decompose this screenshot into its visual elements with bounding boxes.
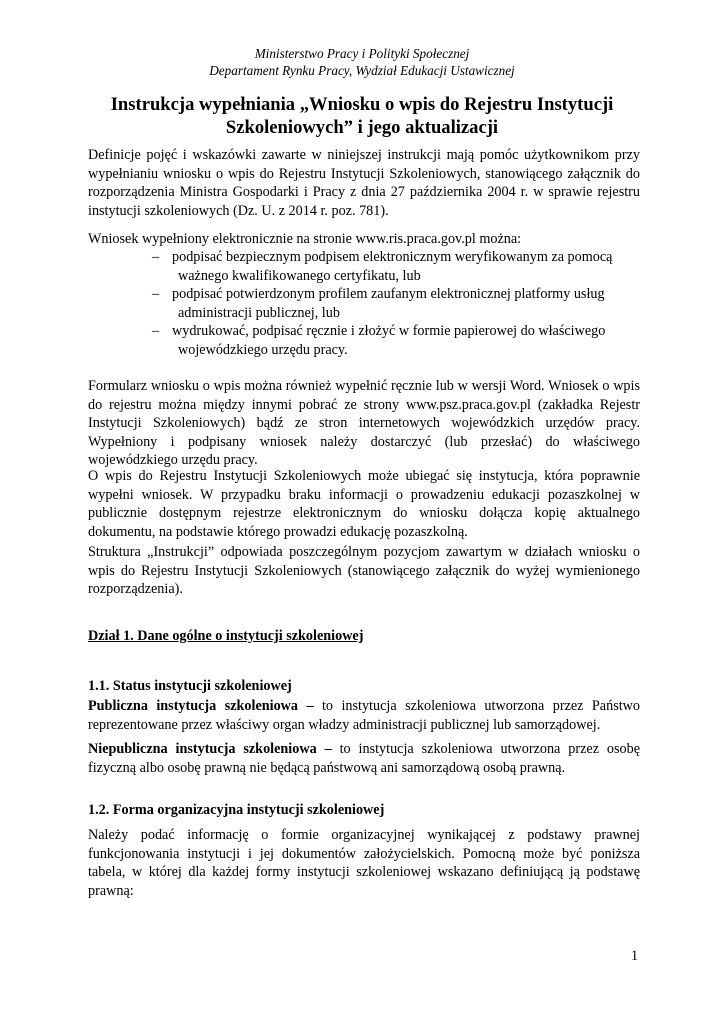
list-item: – wydrukować, podpisać ręcznie i złożyć w formie papierowej do właściwego wojewódzkiego urzędu pracy. [152, 323, 606, 358]
structure-paragraph: Struktura „Instrukcji” odpowiada poszczególnym pozycjom zawartym w działach wniosku o wpis do Rejestru Instytucji Szkoleniowych (stanowiącego załącznik do wyżej wymienionego rozporządzenia). [88, 544, 640, 597]
document-header [88, 45, 636, 79]
public-institution-definition [88, 697, 640, 734]
subsection-1-2-heading: 1.2. Forma organizacyjna instytucji szkoleniowej [88, 802, 385, 818]
online-lead-paragraph: Wniosek wypełniony elektronicznie na stronie www.ris.praca.gov.pl można: [88, 231, 522, 247]
dash-bullet: – [152, 286, 160, 302]
list-item: – podpisać potwierdzonym profilem zaufanym elektronicznej platformy usług administracji publicznej, lub [152, 286, 605, 321]
organizational-form-paragraph: Należy podać informację o formie organizacyjnej wynikającej z podstawy prawnej funkcjonowania instytucji i jej dokumentów założycielskich. Pomocną może być poniższa tabela, w której dla każdej formy instytucji szkoleniowej wskazano definiującą ją podstawę prawną: [88, 827, 640, 899]
word-version-paragraph: Formularz wniosku o wpis można również wypełnić ręcznie lub w wersji Word. Wniosek o wpis do rejestru można między innymi pobrać ze strony www.psz.praca.gov.pl (zakładka Rejestr Instytucji Szkoleniowych) bądź ze stron internetowych wojewódzkich urzędów pracy. Wypełniony i podpisany wniosek należy dostarczyć (lub przesłać) do właściwego wojewódzkiego urzędu pracy. [88, 378, 640, 468]
page-number: 1 [631, 948, 639, 964]
intro-paragraph: Definicje pojęć i wskazówki zawarte w niniejszej instrukcji mają pomóc użytkownikom przy wypełnianiu wniosku o wpis do Rejestru Instytucji Szkoleniowych, stanowiącego załącznik do rozporządzenia Ministra Gospodarki i Pracy z dnia 27 października 2004 r. w sprawie rejestru instytucji szkoleniowych (Dz. U. z 2014 r. poz. 781). [88, 147, 640, 219]
submission-options-list [88, 248, 640, 359]
private-term: Niepubliczna instytucja szkoleniowa – [88, 741, 332, 757]
subsection-1-1-heading: 1.1. Status instytucji szkoleniowej [88, 678, 292, 694]
public-definition-text: to instytucja szkoleniowa utworzona przez Państwo reprezentowane przez właściwy organ władzy administracji publicznej lub samorządowej. [88, 698, 640, 733]
title-line-1: Instrukcja wypełniania „Wniosku o wpis do Rejestru Instytucji [110, 94, 614, 115]
public-term: Publiczna instytucja szkoleniowa – [88, 698, 314, 714]
title-line-2: Szkoleniowych” i jego aktualizacji [225, 116, 499, 138]
header-ministry: Ministerstwo Pracy i Polityki Społecznej [254, 46, 470, 61]
private-institution-definition [88, 740, 640, 777]
section-1-heading: Dział 1. Dane ogólne o instytucji szkoleniowej [88, 628, 364, 644]
eligibility-paragraph: O wpis do Rejestru Instytucji Szkoleniowych może ubiegać się instytucja, która poprawnie wypełni wniosek. W przypadku braku informacji o prowadzeniu edukacji pozaszkolnej w publicznie dostępnym rejestrze elektronicznym do wniosku dołącza kopię aktualnego dokumentu, na podstawie którego prowadzi edukację pozaszkolną. [88, 468, 640, 540]
dash-bullet: – [152, 249, 160, 265]
private-definition-text: to instytucja szkoleniowa utworzona przez osobę fizyczną albo osobę prawną nie będącą państwową ani samorządową osobą prawną. [88, 741, 641, 776]
dash-bullet: – [152, 323, 160, 339]
header-department: Departament Rynku Pracy, Wydział Edukacji Ustawicznej [209, 63, 515, 78]
document-title [88, 94, 636, 139]
list-item: – podpisać bezpiecznym podpisem elektronicznym weryfikowanym za pomocą ważnego kwalifikowanego certyfikatu, lub [152, 249, 613, 284]
